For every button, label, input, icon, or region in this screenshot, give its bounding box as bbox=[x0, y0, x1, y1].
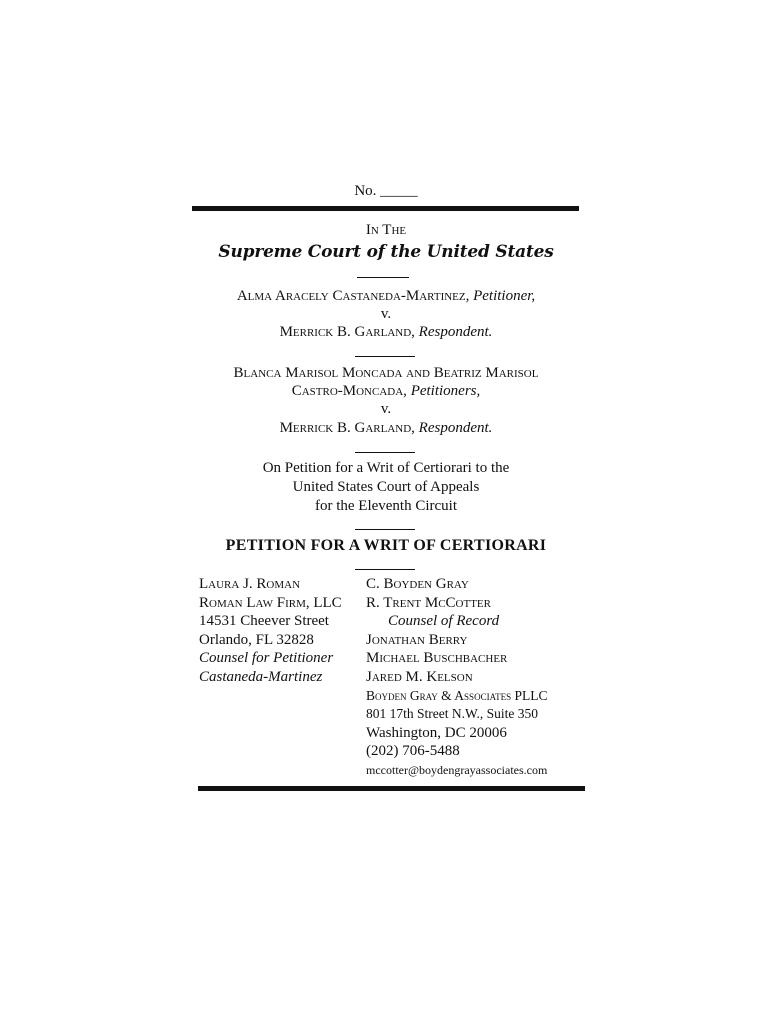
counsel-right-name5: Jared M. Kelson bbox=[366, 668, 473, 685]
counsel-left-client: Castaneda-Martinez bbox=[199, 668, 323, 685]
case1-respondent-line bbox=[192, 323, 580, 341]
case2-petitioner-name: Castro-Moncada, bbox=[291, 383, 407, 399]
case2-petitioner-line1: Blanca Marisol Moncada and Beatriz Marisol bbox=[233, 365, 539, 381]
case1-respondent-name: Merrick B. Garland, bbox=[279, 324, 415, 340]
counsel-right-city: Washington, DC 20006 bbox=[366, 724, 507, 741]
bottom-rule bbox=[198, 786, 585, 791]
counsel-right bbox=[366, 575, 547, 780]
counsel-right-street: 801 17th Street N.W., Suite 350 bbox=[366, 706, 538, 722]
counsel-right-email: mccotter@boydengrayassociates.com bbox=[366, 762, 548, 777]
divider bbox=[355, 452, 415, 453]
counsel-left-name: Laura J. Roman bbox=[199, 576, 301, 592]
counsel-right-phone: (202) 706-5488 bbox=[366, 743, 460, 760]
case1-petitioner-line bbox=[192, 287, 580, 305]
counsel-right-name2: R. Trent McCotter bbox=[366, 594, 491, 611]
counsel-left-street: 14531 Cheever Street bbox=[199, 613, 329, 630]
case2-versus: v. bbox=[380, 401, 392, 417]
divider bbox=[355, 356, 415, 357]
divider bbox=[355, 569, 415, 570]
petition-title: PETITION FOR A WRIT OF CERTIORARI bbox=[225, 537, 547, 554]
counsel-of-record: Counsel of Record bbox=[388, 613, 500, 630]
petition-info-line1: On Petition for a Writ of Certiorari to the bbox=[262, 460, 510, 476]
case1-respondent-role: Respondent. bbox=[418, 324, 493, 340]
court-name: Supreme Court of the United States bbox=[218, 242, 554, 262]
case2-respondent-line bbox=[192, 419, 580, 437]
divider bbox=[357, 277, 409, 278]
petition-info-line2: United States Court of Appeals bbox=[292, 479, 480, 495]
counsel-right-firm: Boyden Gray & Associates PLLC bbox=[366, 687, 548, 703]
case2-petitioner-role: Petitioners, bbox=[410, 383, 481, 399]
counsel-left-firm: Roman Law Firm, LLC bbox=[199, 594, 342, 611]
in-the-label: In The bbox=[365, 222, 407, 238]
counsel-left-role: Counsel for Petitioner bbox=[199, 650, 334, 667]
case1-versus: v. bbox=[380, 306, 392, 322]
petition-info-line3: for the Eleventh Circuit bbox=[314, 498, 458, 514]
counsel-right-name3: Jonathan Berry bbox=[366, 631, 468, 648]
counsel-left-city: Orlando, FL 32828 bbox=[199, 631, 314, 648]
case2-respondent-role: Respondent. bbox=[418, 420, 493, 436]
case2-respondent-name: Merrick B. Garland, bbox=[279, 420, 415, 436]
counsel-right-name1: C. Boyden Gray bbox=[366, 576, 469, 592]
case2-petitioner-line2 bbox=[192, 382, 580, 400]
counsel-left bbox=[199, 575, 342, 687]
divider bbox=[355, 529, 415, 530]
top-rule bbox=[192, 206, 579, 211]
counsel-right-name4: Michael Buschbacher bbox=[366, 650, 508, 667]
case1-petitioner-role: Petitioner, bbox=[473, 288, 536, 304]
case1-petitioner-name: Alma Aracely Castaneda-Martinez, bbox=[236, 288, 470, 304]
docket-number: No. _____ bbox=[354, 183, 418, 199]
